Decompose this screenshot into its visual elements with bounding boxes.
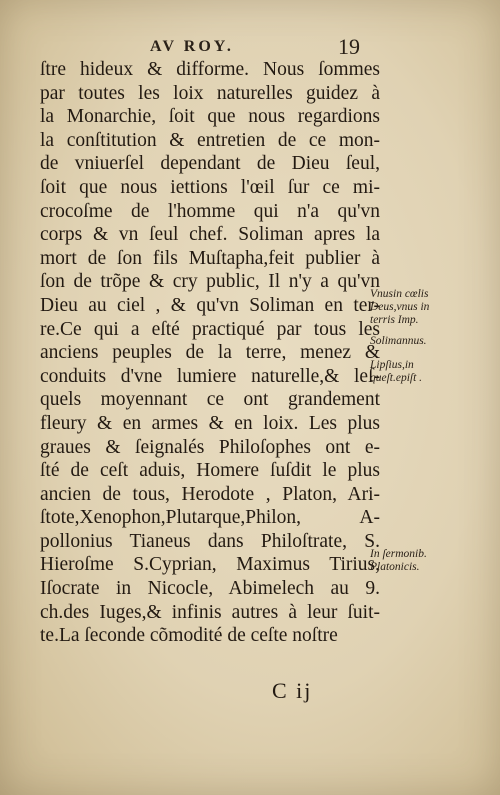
text-line: pollonius Tianeus dans Philoſtrate, S. [40, 530, 380, 552]
text-line: fleury & en armes & en loix. Les plus [40, 412, 380, 434]
text-line: par toutes les loix naturelles guidez à [40, 82, 380, 104]
text-line: ſtre hideux & difforme. Nous ſommes [40, 59, 380, 80]
text-line: ancien de tous, Herodote , Platon, Ari- [40, 483, 380, 505]
text-line: la Monarchie, ſoit que nous regardions [40, 106, 380, 128]
text-line: ch.des Iuges,& infinis autres à leur ſuit- [40, 601, 380, 623]
margin-note: In ſermonib. Platonicis. [370, 547, 427, 573]
text-line: ſtote,Xenophon,Plutarque,Philon, A- [40, 507, 380, 529]
text-line: conduits d'vne lumiere naturelle,& leſ- [40, 365, 380, 387]
text-line: crocoſme de l'homme qui n'a qu'vn [40, 200, 380, 222]
margin-note: Lipſius,in queſt.epiſt . [370, 358, 423, 384]
text-line: mort de ſon fils Muſtapha,feit publier à [40, 247, 380, 269]
body-text [40, 58, 380, 648]
running-title: AV ROY. [150, 38, 234, 55]
text-line: anciens peuples de la terre, menez & [40, 342, 380, 364]
margin-note: Vnusin cœlis Deus,vnus in terris Imp. [370, 288, 430, 326]
signature-mark: C ij [272, 678, 313, 703]
margin-note: Solimannus. [370, 335, 427, 348]
text-line: de vniuerſel dependant de Dieu ſeul, [40, 153, 380, 175]
page-header [150, 34, 360, 60]
text-line: ſon de trõpe & cry public, Il n'y a qu'vn [40, 271, 380, 293]
text-line: graues & ſeignalés Philoſophes ont e- [40, 436, 380, 458]
page-number: 19 [338, 34, 360, 59]
text-line: te.La ſeconde cõmodité de ceſte noſtre [40, 625, 338, 647]
text-line: ſté de ceſt aduis, Homere ſuſdit le plus [40, 460, 380, 482]
text-line: la conſtitution & entretien de ce mon- [40, 129, 380, 151]
text-line: Iſocrate in Nicocle, Abimelech au 9. [40, 578, 380, 600]
text-line: Hieroſme S.Cyprian, Maximus Tirius, [40, 554, 380, 576]
text-line: corps & vn ſeul chef. Soliman apres la [40, 224, 380, 246]
text-line: re.Ce qui a eſté practiqué par tous les [40, 318, 380, 340]
text-line: quels moyennant ce ont grandement [40, 389, 380, 411]
text-line: ſoit que nous iettions l'œil ſur ce mi- [40, 176, 380, 198]
text-line: Dieu au ciel , & qu'vn Soliman en ter- [40, 294, 380, 316]
